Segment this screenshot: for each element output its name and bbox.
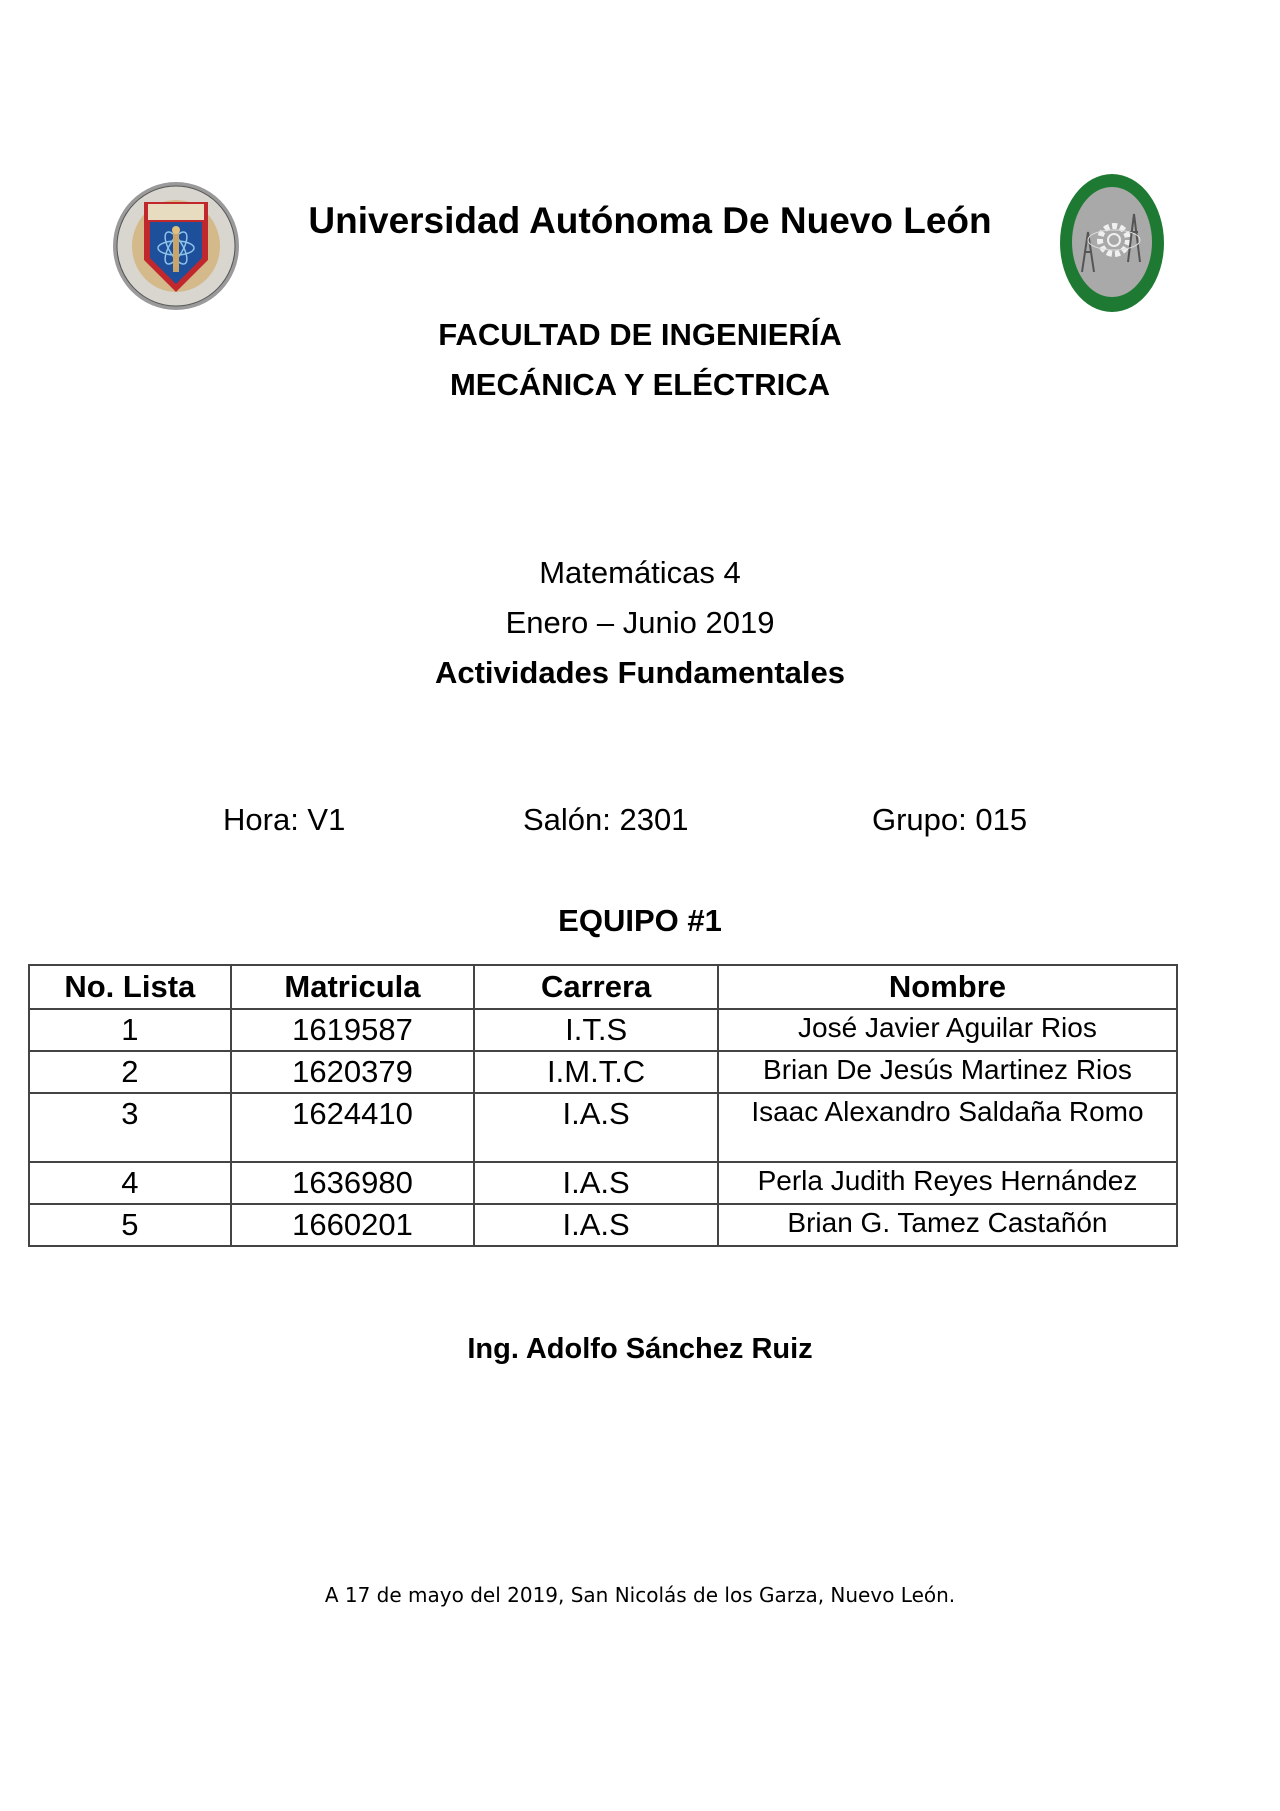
table-row xyxy=(29,1009,1177,1051)
course-subject: Matemáticas 4 xyxy=(539,555,741,590)
cell-nombre: Isaac Alexandro Saldaña Romo xyxy=(718,1093,1177,1162)
info-salon: Salón: 2301 xyxy=(523,802,689,837)
date-place-footer: A 17 de mayo del 2019, San Nicolás de los Garza, Nuevo León. xyxy=(324,1583,956,1607)
cell-carrera: I.A.S xyxy=(474,1204,718,1246)
cell-matricula: 1619587 xyxy=(231,1009,475,1051)
cell-nombre: Perla Judith Reyes Hernández xyxy=(718,1162,1177,1204)
cell-matricula: 1660201 xyxy=(231,1204,475,1246)
course-activity: Actividades Fundamentales xyxy=(434,655,845,690)
cell-matricula: 1620379 xyxy=(231,1051,475,1093)
uanl-crest-icon xyxy=(110,180,243,313)
cell-no-lista: 2 xyxy=(29,1051,231,1093)
info-grupo: Grupo: 015 xyxy=(872,802,1028,837)
column-header-carrera: Carrera xyxy=(474,965,718,1009)
cell-no-lista: 4 xyxy=(29,1162,231,1204)
faculty-line-1: FACULTAD DE INGENIERÍA xyxy=(438,317,842,352)
cell-carrera: I.M.T.C xyxy=(474,1051,718,1093)
course-period: Enero – Junio 2019 xyxy=(505,605,775,640)
cell-nombre: Brian G. Tamez Castañón xyxy=(718,1204,1177,1246)
cell-no-lista: 3 xyxy=(29,1093,231,1162)
cell-nombre: Brian De Jesús Martinez Rios xyxy=(718,1051,1177,1093)
column-header-matricula: Matricula xyxy=(231,965,475,1009)
table-header-row xyxy=(29,965,1177,1009)
team-title: EQUIPO #1 xyxy=(558,903,722,938)
cell-matricula: 1624410 xyxy=(231,1093,475,1162)
cell-carrera: I.T.S xyxy=(474,1009,718,1051)
cell-carrera: I.A.S xyxy=(474,1093,718,1162)
info-hora: Hora: V1 xyxy=(223,802,346,837)
table-row xyxy=(29,1051,1177,1093)
team-table xyxy=(28,964,1178,1247)
cell-matricula: 1636980 xyxy=(231,1162,475,1204)
column-header-no-lista: No. Lista xyxy=(29,965,231,1009)
cell-no-lista: 1 xyxy=(29,1009,231,1051)
teacher-name: Ing. Adolfo Sánchez Ruiz xyxy=(467,1333,813,1365)
cell-nombre: José Javier Aguilar Rios xyxy=(718,1009,1177,1051)
table-row xyxy=(29,1204,1177,1246)
cell-carrera: I.A.S xyxy=(474,1162,718,1204)
table-row xyxy=(29,1093,1177,1162)
fime-seal-icon xyxy=(1058,172,1166,314)
faculty-line-2: MECÁNICA Y ELÉCTRICA xyxy=(449,367,831,402)
column-header-nombre: Nombre xyxy=(718,965,1177,1009)
table-row xyxy=(29,1162,1177,1204)
cell-no-lista: 5 xyxy=(29,1204,231,1246)
university-title: Universidad Autónoma De Nuevo León xyxy=(308,200,992,241)
